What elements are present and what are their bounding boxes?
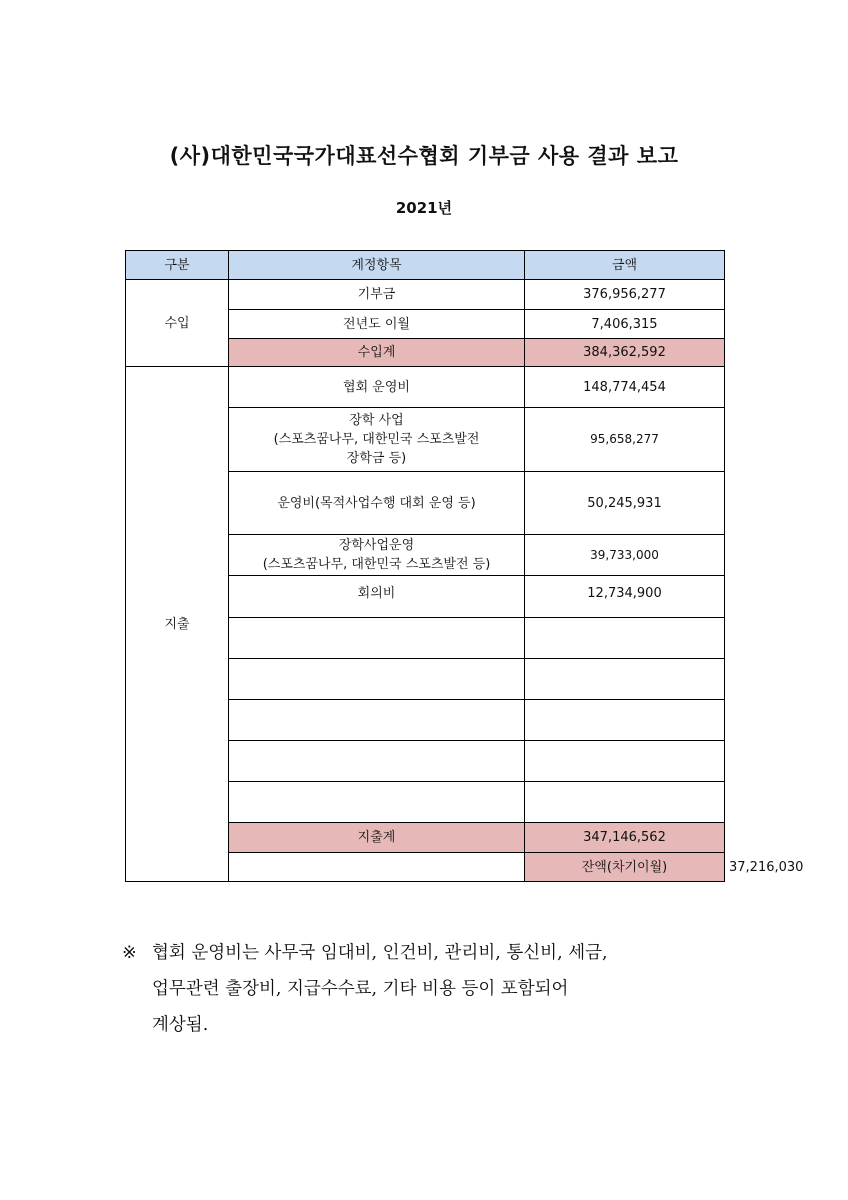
footnote-line: [122, 935, 732, 971]
footnote-text: 협회 운영비는 사무국 임대비, 인건비, 관리비, 통신비, 세금,: [152, 943, 608, 963]
footnote: [122, 935, 732, 1043]
table-header-row: [126, 251, 725, 280]
expense-total-label: 지출계: [229, 823, 525, 853]
expense-item-line: 장학사업운영: [338, 538, 415, 553]
empty-cell: [229, 741, 525, 782]
reference-mark-icon: ※: [122, 943, 137, 963]
expense-item: [229, 408, 525, 472]
expense-amount: 95,658,277: [525, 408, 725, 472]
expense-item-line: 장학금 등): [346, 451, 407, 466]
empty-cell: [229, 618, 525, 659]
empty-cell: [525, 659, 725, 700]
expense-category-cell: 지출: [126, 367, 229, 882]
expense-item-line: (스포츠꿈나무, 대한민국 스포츠발전 등): [262, 557, 491, 572]
expense-item-line: 장학 사업: [349, 413, 404, 428]
report-year: 2021년: [395, 199, 453, 217]
balance-label: 잔액(차기이월): [525, 853, 725, 882]
header-category: 구분: [126, 251, 229, 280]
expense-item: [229, 367, 525, 408]
empty-cell: [229, 659, 525, 700]
empty-cell: [525, 741, 725, 782]
header-amount: 금액: [525, 251, 725, 280]
expense-amount: 39,733,000: [525, 535, 725, 576]
expense-amount: 148,774,454: [525, 367, 725, 408]
empty-cell: [229, 782, 525, 823]
income-total-label: 수입계: [229, 339, 525, 367]
empty-cell: [229, 700, 525, 741]
income-amount: 7,406,315: [525, 310, 725, 339]
expense-item: [229, 535, 525, 576]
expense-item-line: 회의비: [357, 586, 396, 601]
expense-item-line: 협회 운영비: [343, 379, 410, 395]
expense-total-amount: 347,146,562: [525, 823, 725, 853]
empty-cell: [525, 700, 725, 741]
expense-amount: 50,245,931: [525, 472, 725, 535]
table-row: [126, 280, 725, 310]
income-amount: 376,956,277: [525, 280, 725, 310]
expense-item: [229, 472, 525, 535]
balance-category-cell: [229, 853, 525, 882]
footnote-line: 업무관련 출장비, 지급수수료, 기타 비용 등이 포함되어: [152, 979, 569, 999]
income-category-cell: 수입: [126, 280, 229, 367]
header-account-item: 계정항목: [229, 251, 525, 280]
balance-row: 잔액(차기이월) 37,216,030: [126, 853, 725, 882]
income-total-amount: 384,362,592: [525, 339, 725, 367]
income-item: 기부금: [229, 280, 525, 310]
expense-item-line: 운영비(목적사업수행 대회 운영 등): [277, 495, 476, 511]
footnote-line: 계상됨.: [152, 1015, 209, 1035]
empty-cell: [525, 782, 725, 823]
page-title: (사)대한민국국가대표선수협회 기부금 사용 결과 보고: [169, 144, 679, 168]
expense-item: [229, 576, 525, 618]
income-item: 전년도 이월: [229, 310, 525, 339]
table-row: [126, 367, 725, 408]
empty-cell: [525, 618, 725, 659]
expense-item-line: (스포츠꿈나무, 대한민국 스포츠발전: [273, 432, 480, 447]
donation-report-table: [125, 250, 804, 882]
expense-amount: 12,734,900: [525, 576, 725, 618]
